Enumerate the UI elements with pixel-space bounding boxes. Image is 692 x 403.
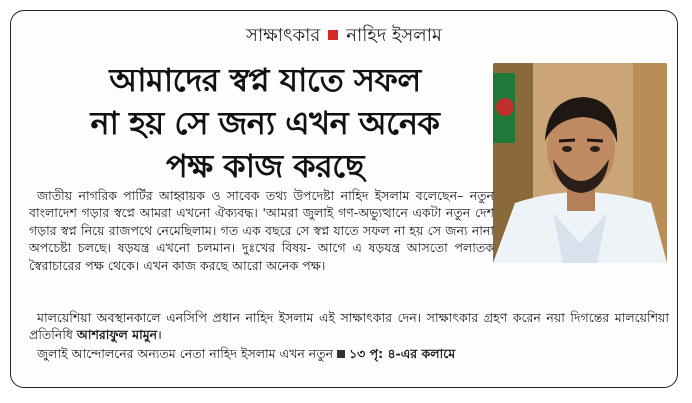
headline bbox=[35, 59, 495, 188]
article-body bbox=[29, 187, 669, 361]
kicker-separator-square bbox=[328, 30, 338, 40]
paragraph-end: । bbox=[157, 327, 162, 343]
body-paragraph: জাতীয় নাগরিক পার্টির আহ্বায়ক ও সাবেক তথ্য উপদেষ্টা নাহিদ ইসলাম বলেছেন– নতুন বাংলাদেশ গড়ার স্বপ্নে আমরা এখনো ঐক্যবদ্ধ। 'আমরা জুলাই গণ-অভ্যুত্থানে একটা নতুন দেশ গড়ার স্বপ্ন নিয়ে রাজপথে নেমেছিলাম। গত এক বছরে সে স্বপ্ন যাতে সফল না হয় সে জন্য নানা অপচেষ্টা চলছে। ষড়যন্ত্র এখনো চলমান। দুঃখের বিষয়- আগে এ ষড়যন্ত্র আসতো পলাতক স্বৈরাচারের পক্ষ থেকে। এখন কাজ করছে আরো অনেক পক্ষ। bbox=[29, 188, 494, 273]
body-paragraph bbox=[29, 345, 669, 362]
paragraph-text: জুলাই আন্দোলনের অন্যতম নেতা নাহিদ ইসলাম এখন নতুন bbox=[37, 346, 334, 361]
headline-line: না হয় সে জন্য এখন অনেক bbox=[90, 104, 440, 142]
continuation-square-icon bbox=[337, 350, 345, 358]
kicker-name: নাহিদ ইসলাম bbox=[346, 25, 442, 46]
kicker-section: সাক্ষাৎকার bbox=[246, 25, 321, 46]
kicker bbox=[11, 25, 677, 47]
paragraph-text: মালয়েশিয়া অবস্থানকালে এনসিপি প্রধান নাহিদ ইসলাম এই সাক্ষাৎকার দেন। সাক্ষাৎকার গ্রহণ করেন নয়া দিগন্তের মালয়েশিয়া প্রতিনিধি bbox=[29, 310, 669, 343]
headline-line: পক্ষ কাজ করছে bbox=[166, 147, 364, 185]
continued-reference: ১৩ পৃ: ৪-এর কলামে bbox=[349, 346, 456, 361]
portrait-photo bbox=[493, 63, 667, 263]
headline-line: আমাদের স্বপ্ন যাতে সফল bbox=[109, 61, 421, 99]
reporter-name: আশরাফুল মামুন bbox=[76, 327, 158, 343]
portrait-illustration bbox=[493, 63, 667, 263]
news-article-frame bbox=[10, 10, 678, 388]
body-paragraph bbox=[29, 309, 669, 344]
